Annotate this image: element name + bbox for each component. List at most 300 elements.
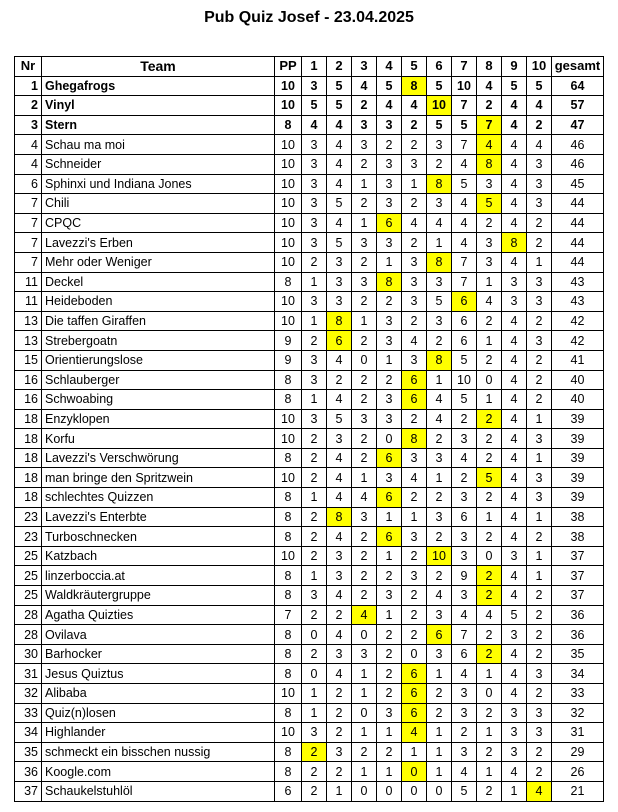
round-score-cell: 0 xyxy=(377,429,402,449)
pp-cell: 10 xyxy=(275,76,302,96)
team-name-cell: Agatha Quizties xyxy=(42,605,275,625)
rank-cell: 25 xyxy=(15,546,42,566)
table-row xyxy=(15,213,604,233)
round-score-cell: 3 xyxy=(527,272,552,292)
round-score-cell: 2 xyxy=(477,703,502,723)
team-name-cell: CPQC xyxy=(42,213,275,233)
team-name-cell: Strebergoatn xyxy=(42,331,275,351)
rank-cell: 1 xyxy=(15,76,42,96)
team-name-cell: linzerboccia.at xyxy=(42,566,275,586)
round-score-cell: 3 xyxy=(402,566,427,586)
rank-cell: 16 xyxy=(15,370,42,390)
pp-cell: 8 xyxy=(275,703,302,723)
round-score-cell: 8 xyxy=(377,272,402,292)
round-score-cell: 3 xyxy=(452,586,477,606)
round-score-cell: 2 xyxy=(477,566,502,586)
round-score-cell: 1 xyxy=(427,468,452,488)
round-score-cell: 3 xyxy=(302,586,327,606)
table-row xyxy=(15,507,604,527)
team-name-cell: Turboschnecken xyxy=(42,527,275,547)
pp-cell: 10 xyxy=(275,546,302,566)
round-score-cell: 2 xyxy=(302,429,327,449)
round-score-cell: 6 xyxy=(452,644,477,664)
round-score-cell: 5 xyxy=(427,115,452,135)
round-score-cell: 3 xyxy=(402,448,427,468)
round-score-cell: 10 xyxy=(427,96,452,116)
round-score-cell: 3 xyxy=(377,194,402,214)
round-score-cell: 4 xyxy=(427,213,452,233)
round-score-cell: 3 xyxy=(502,742,527,762)
round-score-cell: 4 xyxy=(427,390,452,410)
round-score-cell: 4 xyxy=(502,566,527,586)
round-score-cell: 4 xyxy=(502,115,527,135)
round-score-cell: 3 xyxy=(402,350,427,370)
table-row xyxy=(15,135,604,155)
table-row xyxy=(15,644,604,664)
total-cell: 32 xyxy=(552,703,604,723)
round-score-cell: 1 xyxy=(302,684,327,704)
round-score-cell: 4 xyxy=(352,605,377,625)
round-score-cell: 2 xyxy=(327,762,352,782)
round-score-cell: 4 xyxy=(452,448,477,468)
round-score-cell: 2 xyxy=(302,644,327,664)
pp-cell: 8 xyxy=(275,644,302,664)
total-cell: 36 xyxy=(552,605,604,625)
round-score-cell: 2 xyxy=(527,390,552,410)
team-name-cell: Barhocker xyxy=(42,644,275,664)
rank-cell: 18 xyxy=(15,448,42,468)
rank-cell: 11 xyxy=(15,272,42,292)
round-score-cell: 3 xyxy=(527,468,552,488)
round-score-cell: 8 xyxy=(327,507,352,527)
round-score-cell: 2 xyxy=(377,135,402,155)
round-score-cell: 5 xyxy=(477,194,502,214)
round-score-cell: 2 xyxy=(352,546,377,566)
pp-cell: 8 xyxy=(275,625,302,645)
pp-cell: 10 xyxy=(275,292,302,312)
table-row xyxy=(15,292,604,312)
table-row xyxy=(15,742,604,762)
table-row xyxy=(15,762,604,782)
round-score-cell: 1 xyxy=(527,252,552,272)
round-score-cell: 2 xyxy=(352,390,377,410)
table-row xyxy=(15,350,604,370)
round-score-cell: 1 xyxy=(527,546,552,566)
pp-cell: 10 xyxy=(275,684,302,704)
round-score-cell: 3 xyxy=(352,115,377,135)
round-score-cell: 2 xyxy=(452,723,477,743)
round-score-cell: 5 xyxy=(452,781,477,801)
round-score-cell: 5 xyxy=(327,233,352,253)
round-score-cell: 2 xyxy=(477,527,502,547)
round-score-cell: 2 xyxy=(377,292,402,312)
round-score-cell: 2 xyxy=(302,762,327,782)
round-score-cell: 4 xyxy=(502,213,527,233)
rank-cell: 7 xyxy=(15,252,42,272)
round-score-cell: 2 xyxy=(452,468,477,488)
round-score-cell: 4 xyxy=(327,527,352,547)
round-score-cell: 4 xyxy=(502,507,527,527)
team-name-cell: Waldkräutergruppe xyxy=(42,586,275,606)
round-score-cell: 2 xyxy=(427,488,452,508)
round-score-cell: 2 xyxy=(527,605,552,625)
round-score-cell: 7 xyxy=(452,252,477,272)
table-row xyxy=(15,625,604,645)
round-score-cell: 3 xyxy=(352,507,377,527)
rank-cell: 13 xyxy=(15,311,42,331)
round-score-cell: 4 xyxy=(302,115,327,135)
round-score-cell: 3 xyxy=(502,723,527,743)
round-score-cell: 3 xyxy=(502,625,527,645)
round-score-cell: 3 xyxy=(427,272,452,292)
round-score-cell: 2 xyxy=(302,507,327,527)
round-score-cell: 4 xyxy=(502,311,527,331)
round-score-cell: 4 xyxy=(502,350,527,370)
round-score-cell: 2 xyxy=(377,370,402,390)
round-score-cell: 4 xyxy=(327,625,352,645)
total-cell: 44 xyxy=(552,213,604,233)
round-score-cell: 2 xyxy=(302,252,327,272)
round-score-cell: 3 xyxy=(327,546,352,566)
round-score-cell: 6 xyxy=(452,331,477,351)
table-row xyxy=(15,684,604,704)
round-score-cell: 4 xyxy=(327,213,352,233)
round-score-cell: 1 xyxy=(527,409,552,429)
round-score-cell: 0 xyxy=(352,625,377,645)
team-name-cell: Mehr oder Weniger xyxy=(42,252,275,272)
round-score-cell: 2 xyxy=(302,448,327,468)
team-name-cell: Orientierungslose xyxy=(42,350,275,370)
round-score-cell: 2 xyxy=(427,703,452,723)
team-name-cell: Alibaba xyxy=(42,684,275,704)
header-round-9: 9 xyxy=(502,57,527,77)
table-row xyxy=(15,605,604,625)
round-score-cell: 3 xyxy=(527,488,552,508)
round-score-cell: 4 xyxy=(502,448,527,468)
pp-cell: 8 xyxy=(275,370,302,390)
team-name-cell: Stern xyxy=(42,115,275,135)
team-name-cell: Chili xyxy=(42,194,275,214)
round-score-cell: 3 xyxy=(327,644,352,664)
header-round-2: 2 xyxy=(327,57,352,77)
round-score-cell: 8 xyxy=(402,76,427,96)
total-cell: 64 xyxy=(552,76,604,96)
pp-cell: 10 xyxy=(275,429,302,449)
round-score-cell: 2 xyxy=(402,194,427,214)
round-score-cell: 2 xyxy=(352,448,377,468)
round-score-cell: 8 xyxy=(427,174,452,194)
round-score-cell: 4 xyxy=(502,664,527,684)
round-score-cell: 3 xyxy=(402,154,427,174)
header-round-7: 7 xyxy=(452,57,477,77)
rank-cell: 33 xyxy=(15,703,42,723)
rank-cell: 4 xyxy=(15,154,42,174)
round-score-cell: 6 xyxy=(452,292,477,312)
round-score-cell: 2 xyxy=(402,311,427,331)
team-name-cell: Schau ma moi xyxy=(42,135,275,155)
round-score-cell: 2 xyxy=(477,409,502,429)
table-row xyxy=(15,194,604,214)
round-score-cell: 1 xyxy=(427,742,452,762)
total-cell: 40 xyxy=(552,370,604,390)
table-row xyxy=(15,76,604,96)
pp-cell: 10 xyxy=(275,174,302,194)
round-score-cell: 2 xyxy=(527,586,552,606)
round-score-cell: 3 xyxy=(377,174,402,194)
round-score-cell: 3 xyxy=(427,448,452,468)
pp-cell: 8 xyxy=(275,272,302,292)
round-score-cell: 6 xyxy=(377,488,402,508)
round-score-cell: 4 xyxy=(502,488,527,508)
round-score-cell: 2 xyxy=(477,488,502,508)
round-score-cell: 2 xyxy=(527,213,552,233)
round-score-cell: 2 xyxy=(302,781,327,801)
total-cell: 39 xyxy=(552,468,604,488)
round-score-cell: 1 xyxy=(302,311,327,331)
header-team: Team xyxy=(42,57,275,77)
round-score-cell: 3 xyxy=(302,370,327,390)
rank-cell: 16 xyxy=(15,390,42,410)
round-score-cell: 4 xyxy=(327,488,352,508)
rank-cell: 7 xyxy=(15,233,42,253)
rank-cell: 31 xyxy=(15,664,42,684)
round-score-cell: 4 xyxy=(452,664,477,684)
table-row xyxy=(15,311,604,331)
pp-cell: 10 xyxy=(275,409,302,429)
table-row xyxy=(15,566,604,586)
round-score-cell: 3 xyxy=(452,684,477,704)
round-score-cell: 1 xyxy=(377,723,402,743)
round-score-cell: 1 xyxy=(352,684,377,704)
rank-cell: 36 xyxy=(15,762,42,782)
rank-cell: 34 xyxy=(15,723,42,743)
round-score-cell: 0 xyxy=(477,546,502,566)
round-score-cell: 4 xyxy=(502,174,527,194)
table-row xyxy=(15,527,604,547)
rank-cell: 3 xyxy=(15,115,42,135)
total-cell: 43 xyxy=(552,272,604,292)
total-cell: 45 xyxy=(552,174,604,194)
table-row xyxy=(15,664,604,684)
round-score-cell: 5 xyxy=(452,390,477,410)
round-score-cell: 6 xyxy=(402,390,427,410)
round-score-cell: 4 xyxy=(327,154,352,174)
round-score-cell: 1 xyxy=(352,468,377,488)
team-name-cell: Schneider xyxy=(42,154,275,174)
pp-cell: 10 xyxy=(275,135,302,155)
round-score-cell: 3 xyxy=(402,292,427,312)
round-score-cell: 5 xyxy=(452,350,477,370)
round-score-cell: 3 xyxy=(327,252,352,272)
round-score-cell: 5 xyxy=(452,115,477,135)
round-score-cell: 3 xyxy=(327,429,352,449)
round-score-cell: 1 xyxy=(377,762,402,782)
rank-cell: 15 xyxy=(15,350,42,370)
round-score-cell: 1 xyxy=(477,390,502,410)
total-cell: 38 xyxy=(552,527,604,547)
table-row xyxy=(15,409,604,429)
total-cell: 21 xyxy=(552,781,604,801)
table-row xyxy=(15,781,604,801)
round-score-cell: 4 xyxy=(327,468,352,488)
round-score-cell: 5 xyxy=(452,174,477,194)
round-score-cell: 4 xyxy=(527,781,552,801)
round-score-cell: 3 xyxy=(427,644,452,664)
total-cell: 37 xyxy=(552,586,604,606)
table-row xyxy=(15,272,604,292)
round-score-cell: 3 xyxy=(502,546,527,566)
rank-cell: 2 xyxy=(15,96,42,116)
round-score-cell: 4 xyxy=(452,233,477,253)
round-score-cell: 4 xyxy=(402,468,427,488)
round-score-cell: 1 xyxy=(352,174,377,194)
round-score-cell: 2 xyxy=(377,664,402,684)
round-score-cell: 4 xyxy=(477,605,502,625)
team-name-cell: Highlander xyxy=(42,723,275,743)
total-cell: 37 xyxy=(552,566,604,586)
round-score-cell: 10 xyxy=(427,546,452,566)
round-score-cell: 4 xyxy=(327,115,352,135)
header-round-6: 6 xyxy=(427,57,452,77)
round-score-cell: 3 xyxy=(427,135,452,155)
round-score-cell: 1 xyxy=(477,664,502,684)
team-name-cell: Korfu xyxy=(42,429,275,449)
round-score-cell: 3 xyxy=(352,644,377,664)
round-score-cell: 6 xyxy=(452,507,477,527)
total-cell: 34 xyxy=(552,664,604,684)
pp-cell: 9 xyxy=(275,350,302,370)
round-score-cell: 0 xyxy=(352,781,377,801)
table-row xyxy=(15,96,604,116)
round-score-cell: 2 xyxy=(402,546,427,566)
round-score-cell: 4 xyxy=(452,154,477,174)
round-score-cell: 2 xyxy=(377,684,402,704)
round-score-cell: 1 xyxy=(427,233,452,253)
round-score-cell: 2 xyxy=(477,350,502,370)
round-score-cell: 5 xyxy=(327,76,352,96)
round-score-cell: 3 xyxy=(377,586,402,606)
round-score-cell: 3 xyxy=(477,174,502,194)
total-cell: 37 xyxy=(552,546,604,566)
round-score-cell: 3 xyxy=(302,135,327,155)
header-round-5: 5 xyxy=(402,57,427,77)
round-score-cell: 4 xyxy=(352,76,377,96)
round-score-cell: 2 xyxy=(477,96,502,116)
round-score-cell: 8 xyxy=(502,233,527,253)
rank-cell: 37 xyxy=(15,781,42,801)
round-score-cell: 10 xyxy=(452,370,477,390)
round-score-cell: 5 xyxy=(427,292,452,312)
round-score-cell: 3 xyxy=(377,468,402,488)
round-score-cell: 4 xyxy=(502,96,527,116)
round-score-cell: 4 xyxy=(327,586,352,606)
round-score-cell: 3 xyxy=(402,252,427,272)
round-score-cell: 2 xyxy=(527,527,552,547)
round-score-cell: 3 xyxy=(452,488,477,508)
round-score-cell: 3 xyxy=(402,527,427,547)
round-score-cell: 8 xyxy=(427,252,452,272)
round-score-cell: 3 xyxy=(302,350,327,370)
round-score-cell: 3 xyxy=(302,233,327,253)
round-score-cell: 3 xyxy=(452,742,477,762)
round-score-cell: 1 xyxy=(352,762,377,782)
rank-cell: 18 xyxy=(15,468,42,488)
round-score-cell: 2 xyxy=(402,409,427,429)
results-table xyxy=(14,56,604,802)
table-row xyxy=(15,233,604,253)
round-score-cell: 6 xyxy=(377,448,402,468)
round-score-cell: 4 xyxy=(402,723,427,743)
total-cell: 40 xyxy=(552,390,604,410)
total-cell: 31 xyxy=(552,723,604,743)
round-score-cell: 2 xyxy=(402,586,427,606)
round-score-cell: 4 xyxy=(502,390,527,410)
total-cell: 46 xyxy=(552,154,604,174)
round-score-cell: 4 xyxy=(477,135,502,155)
pp-cell: 8 xyxy=(275,507,302,527)
round-score-cell: 4 xyxy=(452,194,477,214)
round-score-cell: 2 xyxy=(402,488,427,508)
round-score-cell: 3 xyxy=(327,292,352,312)
round-score-cell: 4 xyxy=(477,76,502,96)
header-round-8: 8 xyxy=(477,57,502,77)
round-score-cell: 3 xyxy=(377,115,402,135)
round-score-cell: 3 xyxy=(327,566,352,586)
round-score-cell: 4 xyxy=(502,644,527,664)
round-score-cell: 4 xyxy=(402,96,427,116)
round-score-cell: 1 xyxy=(477,762,502,782)
rank-cell: 35 xyxy=(15,742,42,762)
pp-cell: 10 xyxy=(275,213,302,233)
header-row xyxy=(15,57,604,77)
total-cell: 38 xyxy=(552,507,604,527)
rank-cell: 13 xyxy=(15,331,42,351)
round-score-cell: 1 xyxy=(477,272,502,292)
table-row xyxy=(15,429,604,449)
round-score-cell: 6 xyxy=(402,703,427,723)
round-score-cell: 2 xyxy=(352,96,377,116)
round-score-cell: 1 xyxy=(377,507,402,527)
pp-cell: 8 xyxy=(275,586,302,606)
round-score-cell: 1 xyxy=(302,488,327,508)
round-score-cell: 4 xyxy=(502,429,527,449)
round-score-cell: 1 xyxy=(377,252,402,272)
round-score-cell: 0 xyxy=(402,781,427,801)
team-name-cell: schlechtes Quizzen xyxy=(42,488,275,508)
round-score-cell: 1 xyxy=(302,703,327,723)
total-cell: 39 xyxy=(552,448,604,468)
round-score-cell: 2 xyxy=(527,311,552,331)
table-row xyxy=(15,390,604,410)
pp-cell: 8 xyxy=(275,664,302,684)
round-score-cell: 2 xyxy=(427,331,452,351)
round-score-cell: 2 xyxy=(477,781,502,801)
rank-cell: 23 xyxy=(15,527,42,547)
round-score-cell: 4 xyxy=(502,684,527,704)
round-score-cell: 8 xyxy=(402,429,427,449)
rank-cell: 23 xyxy=(15,507,42,527)
round-score-cell: 4 xyxy=(377,96,402,116)
pp-cell: 6 xyxy=(275,781,302,801)
round-score-cell: 2 xyxy=(402,135,427,155)
round-score-cell: 3 xyxy=(452,527,477,547)
round-score-cell: 3 xyxy=(527,174,552,194)
round-score-cell: 2 xyxy=(327,370,352,390)
round-score-cell: 3 xyxy=(477,233,502,253)
round-score-cell: 2 xyxy=(477,625,502,645)
round-score-cell: 2 xyxy=(377,742,402,762)
round-score-cell: 4 xyxy=(427,409,452,429)
